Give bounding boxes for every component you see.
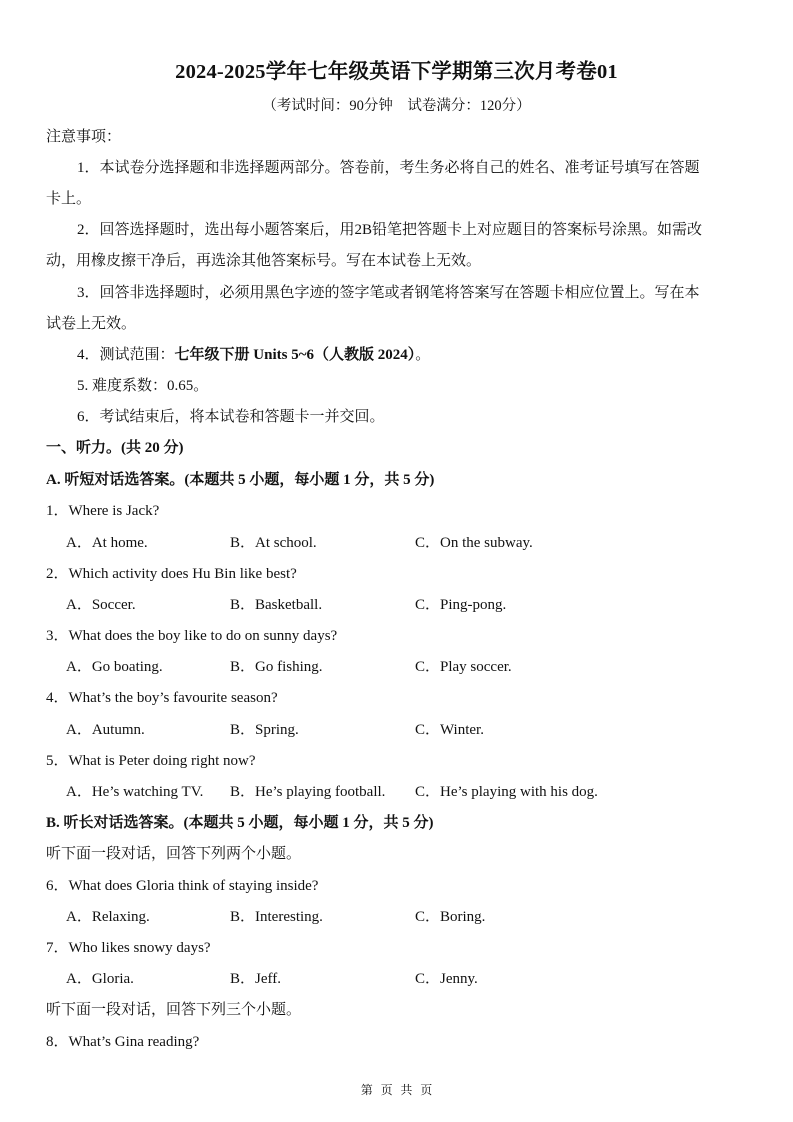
question-6: 6．What does Gloria think of staying inside? [46, 878, 319, 894]
q5-option-a: A．He’s watching TV. [66, 784, 204, 800]
question-5: 5．What is Peter doing right now? [46, 753, 256, 769]
page-footer: 第 页 共 页 [360, 1083, 433, 1097]
q6-option-a: A．Relaxing. [66, 909, 150, 925]
q1-option-c: C．On the subway. [415, 535, 533, 551]
notice-heading: 注意事项： [46, 129, 122, 145]
q2-option-c: C．Ping-pong. [415, 597, 507, 613]
question-4: 4．What’s the boy’s favourite season? [46, 690, 278, 706]
question-8: 8．What’s Gina reading? [46, 1034, 200, 1050]
part-b-heading: B. 听长对话选答案。(本题共 5 小题，每小题 1 分，共 5 分) [46, 815, 434, 831]
q1-option-a: A．At home. [66, 535, 148, 551]
notice-item-3: 3．回答非选择题时，必须用黑色字迹的签字笔或者钢笔将答案写在答题卡相应位置上。写在本 [77, 285, 700, 301]
question-1: 1．Where is Jack? [46, 503, 160, 519]
page-title: 2024-2025学年七年级英语下学期第三次月考卷01 [175, 61, 618, 83]
q3-option-c: C．Play soccer. [415, 659, 512, 675]
notice-item-4-suffix: 。 [415, 347, 431, 363]
notice-item-5: 5. 难度系数：0.65。 [77, 378, 209, 394]
q5-option-b: B．He’s playing football. [230, 784, 386, 800]
q4-option-c: C．Winter. [415, 722, 484, 738]
test-scope: 七年级下册 Units 5~6（人教版 2024） [174, 347, 416, 363]
notice-item-2: 2．回答选择题时，选出每小题答案后，用2B铅笔把答题卡上对应题目的答案标号涂黑。如需改 [77, 222, 703, 238]
notice-item-1-cont: 卡上。 [46, 191, 92, 207]
notice-item-4-prefix: 4．测试范围： [77, 347, 175, 363]
exam-info: （考试时间：90分钟 试卷满分：120分） [262, 98, 531, 114]
q7-option-c: C．Jenny. [415, 971, 478, 987]
q1-option-b: B．At school. [230, 535, 317, 551]
q7-option-b: B．Jeff. [230, 971, 281, 987]
q6-option-c: C．Boring. [415, 909, 486, 925]
question-7: 7．Who likes snowy days? [46, 940, 211, 956]
part-a-heading: A. 听短对话选答案。(本题共 5 小题，每小题 1 分，共 5 分) [46, 472, 435, 488]
q6-option-b: B．Interesting. [230, 909, 323, 925]
q4-option-b: B．Spring. [230, 722, 299, 738]
q7-option-a: A．Gloria. [66, 971, 134, 987]
q5-option-c: C．He’s playing with his dog. [415, 784, 598, 800]
notice-item-2-cont: 动，用橡皮擦干净后，再选涂其他答案标号。写在本试卷上无效。 [46, 253, 482, 269]
notice-item-1: 1．本试卷分选择题和非选择题两部分。答卷前，考生务必将自己的姓名、准考证号填写在答题 [77, 160, 700, 176]
question-3: 3．What does the boy like to do on sunny days? [46, 628, 338, 644]
notice-item-3-cont: 试卷上无效。 [46, 316, 137, 332]
q3-option-a: A．Go boating. [66, 659, 163, 675]
section-heading-listening: 一、听力。(共 20 分) [46, 440, 184, 456]
q2-option-a: A．Soccer. [66, 597, 136, 613]
dialogue-intro-three: 听下面一段对话，回答下列三个小题。 [46, 1002, 302, 1018]
q2-option-b: B．Basketball. [230, 597, 323, 613]
question-2: 2．Which activity does Hu Bin like best? [46, 566, 297, 582]
dialogue-intro-two: 听下面一段对话，回答下列两个小题。 [46, 846, 302, 862]
notice-item-4 [77, 343, 430, 364]
q3-option-b: B．Go fishing. [230, 659, 323, 675]
notice-item-6: 6．考试结束后，将本试卷和答题卡一并交回。 [77, 409, 385, 425]
q4-option-a: A．Autumn. [66, 722, 145, 738]
